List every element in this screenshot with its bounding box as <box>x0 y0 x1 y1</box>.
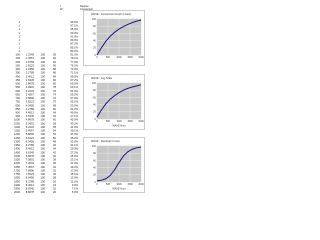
table-cell: 100 <box>40 75 45 79</box>
table-cell: 100 <box>40 86 45 90</box>
x-tick-label: 1500 <box>127 56 133 59</box>
y-tick-label: 40 <box>93 166 96 170</box>
table-cell: 1 <box>18 35 20 39</box>
degree-header: Degree <box>80 5 89 8</box>
table-cell: 6.4012 <box>25 147 34 151</box>
table-cell: 100 <box>40 183 45 187</box>
table-cell: 6.0456 <box>25 140 34 144</box>
conversion-header: Conversion <box>80 8 94 11</box>
y-tick-label: 0 <box>94 180 96 184</box>
table-cell: 100 <box>40 140 45 144</box>
table-cell: 23.1% <box>70 158 78 162</box>
table-cell: 100 <box>40 154 45 158</box>
table-cell: 4.0456 <box>25 104 34 108</box>
table-cell: 92 <box>53 60 56 64</box>
table-cell: 350 <box>15 71 20 75</box>
table-cell: 550 <box>15 86 20 90</box>
table-cell: 100 <box>40 78 45 82</box>
table-cell: 100 <box>40 53 45 57</box>
table-cell: 66 <box>53 107 56 111</box>
table-cell: 85.1% <box>70 46 78 50</box>
table-cell: 2.8678 <box>25 82 34 86</box>
table-cell: 61.0% <box>70 89 78 93</box>
x-tick-label: 2000 <box>138 183 144 186</box>
chart-title: WAXE : Residual Curves <box>91 140 120 143</box>
chart-title: WAXE : Conversion Graph (Linear) <box>91 13 132 16</box>
table-cell: 93.0% <box>70 31 78 35</box>
table-cell: 30 <box>53 173 56 177</box>
table-cell: 100 <box>40 169 45 173</box>
table-cell: 100 <box>40 162 45 166</box>
table-cell: 4.2789 <box>25 107 34 111</box>
table-cell: 1650 <box>14 165 20 169</box>
table-cell: 90 <box>53 64 56 68</box>
x-tick-label: 2000 <box>138 56 144 59</box>
table-cell: 250 <box>15 64 20 68</box>
table-cell: 68 <box>53 104 56 108</box>
table-cell: 75.2% <box>70 64 78 68</box>
table-cell: 100 <box>40 93 45 97</box>
table-cell: 100 <box>40 125 45 129</box>
y-tick-label: 40 <box>93 39 96 43</box>
table-cell: 100 <box>15 53 20 57</box>
table-cell: 100 <box>40 111 45 115</box>
table-cell: 100 <box>40 136 45 140</box>
table-cell: 1950 <box>14 187 20 191</box>
table-cell: 26 <box>53 180 56 184</box>
table-cell: 1700 <box>14 169 20 173</box>
table-cell: 8.2789 <box>25 180 34 184</box>
x-tick-label: 0 <box>96 183 98 186</box>
table-cell: 32 <box>53 169 56 173</box>
table-cell: 9.0% <box>71 183 78 187</box>
table-cell: 3.6890 <box>25 97 34 101</box>
table-cell: 24 <box>53 183 56 187</box>
x-tick-label: 500 <box>106 56 110 59</box>
table-cell: 100 <box>40 68 45 72</box>
table-cell: 56 <box>53 125 56 129</box>
table-cell: 77.0% <box>70 60 78 64</box>
table-cell: 6.8678 <box>25 154 34 158</box>
table-cell: 8.4012 <box>25 183 34 187</box>
table-cell: 400 <box>15 75 20 79</box>
table-cell: 52 <box>53 133 56 137</box>
table-cell: 73.0% <box>70 68 78 72</box>
residual-chart <box>83 137 145 193</box>
x-axis-label: WAXE Num <box>112 187 126 191</box>
table-cell: 33.0% <box>70 140 78 144</box>
table-cell: 72 <box>53 97 56 101</box>
table-cell: 100 <box>40 147 45 151</box>
table-cell: 47.1% <box>70 115 78 119</box>
table-cell: 5.2234 <box>25 125 34 129</box>
table-cell: 1 <box>18 42 20 46</box>
table-cell: 100 <box>40 107 45 111</box>
table-cell: 1000 <box>14 118 20 122</box>
table-cell: 1 <box>18 46 20 50</box>
table-cell: 7.8123 <box>25 173 34 177</box>
table-cell: 55.1% <box>70 100 78 104</box>
table-cell: 5.8123 <box>25 136 34 140</box>
table-cell: 37.0% <box>70 133 78 137</box>
table-cell: 34 <box>53 165 56 169</box>
table-cell: 54 <box>53 129 56 133</box>
table-cell: 1800 <box>14 176 20 180</box>
table-cell: 100 <box>40 97 45 101</box>
table-cell: 91.0% <box>70 35 78 39</box>
table-cell: 100 <box>40 158 45 162</box>
table-cell: 3.8123 <box>25 100 34 104</box>
table-cell: 5.6890 <box>25 133 34 137</box>
table-cell: 1050 <box>14 122 20 126</box>
table-cell: 1.2345 <box>25 53 34 57</box>
table-cell: 86 <box>53 71 56 75</box>
table-cell: 1600 <box>14 162 20 166</box>
table-cell: 6.6345 <box>25 151 34 155</box>
table-cell: 99.0% <box>70 21 78 24</box>
table-cell: 1 <box>18 24 20 28</box>
table-cell: 100 <box>40 180 45 184</box>
table-cell: 100 <box>40 60 45 64</box>
table-cell: 80 <box>53 82 56 86</box>
table-cell: 81.0% <box>70 53 78 57</box>
table-cell: 5.0901 <box>25 122 34 126</box>
table-cell: 950 <box>15 115 20 119</box>
table-cell: 59.2% <box>70 93 78 97</box>
table-cell: 76 <box>53 89 56 93</box>
table-cell: 84 <box>53 75 56 79</box>
table-cell: 40 <box>53 154 56 158</box>
table-cell: 39.1% <box>70 129 78 133</box>
table-cell: 22 <box>53 187 56 191</box>
table-cell: 36 <box>53 162 56 166</box>
table-cell: 650 <box>15 93 20 97</box>
chart-panel-2 <box>83 74 145 130</box>
table-cell: 3.4567 <box>25 93 34 97</box>
table-cell: 100 <box>40 151 45 155</box>
table-cell: 2.2789 <box>25 71 34 75</box>
x-tick-label: 1500 <box>127 120 133 123</box>
table-cell: 43.2% <box>70 122 78 126</box>
table-cell: 70 <box>53 100 56 104</box>
table-cell: 1250 <box>14 136 20 140</box>
table-cell: 4.4012 <box>25 111 34 115</box>
log-scale-chart <box>83 74 145 130</box>
table-cell: 100 <box>40 104 45 108</box>
table-cell: 7.4567 <box>25 165 34 169</box>
table-cell: 100 <box>40 118 45 122</box>
table-cell: 82 <box>53 78 56 82</box>
table-cell: 79.1% <box>70 57 78 61</box>
table-cell: 1900 <box>14 183 20 187</box>
table-cell: 750 <box>15 100 20 104</box>
x-tick-label: 2000 <box>138 120 144 123</box>
table-cell: 94 <box>53 57 56 61</box>
table-cell: 97.1% <box>70 24 78 28</box>
chart-panel-1 <box>83 10 145 66</box>
table-cell: 67.2% <box>70 78 78 82</box>
table-cell: 200 <box>15 60 20 64</box>
table-cell: 7.2234 <box>25 162 34 166</box>
table-cell: 1500 <box>14 154 20 158</box>
table-cell: 65.0% <box>70 82 78 86</box>
table-cell: 63.1% <box>70 86 78 90</box>
table-cell: 64 <box>53 111 56 115</box>
table-cell: 7.6890 <box>25 169 34 173</box>
table-cell: 300 <box>15 68 20 72</box>
table-cell: 20 <box>53 191 56 195</box>
table-cell: 49.0% <box>70 111 78 115</box>
conversion-chart <box>83 10 145 66</box>
table-cell: 58 <box>53 122 56 126</box>
y-tick-label: 100 <box>91 144 96 148</box>
y-tick-label: 60 <box>93 96 96 100</box>
table-cell: 100 <box>40 165 45 169</box>
table-cell: 19.2% <box>70 165 78 169</box>
table-cell: 31.1% <box>70 144 78 148</box>
y-tick-label: 20 <box>93 173 96 177</box>
table-cell: 2.4012 <box>25 75 34 79</box>
y-tick-label: 0 <box>94 53 96 57</box>
table-cell: 71.1% <box>70 71 78 75</box>
table-cell: 51.2% <box>70 107 78 111</box>
x-axis-label: WAXE Num <box>112 124 126 128</box>
table-cell: 50 <box>53 136 56 140</box>
table-cell: 38 <box>53 158 56 162</box>
x-tick-label: 1000 <box>116 120 122 123</box>
y-tick-label: 60 <box>93 159 96 163</box>
table-cell: 600 <box>15 89 20 93</box>
table-cell: 87.2% <box>70 42 78 46</box>
table-cell: 100 <box>40 129 45 133</box>
table-cell: 15.1% <box>70 173 78 177</box>
table-cell: 1 <box>18 39 20 43</box>
table-cell: 100 <box>40 122 45 126</box>
weight-header: I <box>60 5 61 8</box>
table-cell: 800 <box>15 104 20 108</box>
table-cell: 41.0% <box>70 125 78 129</box>
table-cell: 28 <box>53 176 56 180</box>
table-cell: 1.4567 <box>25 57 34 61</box>
table-cell: 1300 <box>14 140 20 144</box>
table-cell: 88 <box>53 68 56 72</box>
table-cell: 8.8678 <box>25 191 34 195</box>
table-cell: 100 <box>40 82 45 86</box>
table-cell: 48 <box>53 140 56 144</box>
table-cell: 45.0% <box>70 118 78 122</box>
table-cell: 1 <box>18 31 20 35</box>
table-cell: 35.2% <box>70 136 78 140</box>
table-cell: 13.0% <box>70 176 78 180</box>
table-cell: 69.0% <box>70 75 78 79</box>
x-tick-label: 1500 <box>127 183 133 186</box>
y-tick-label: 80 <box>93 25 96 29</box>
table-cell: 1 <box>18 49 20 53</box>
table-cell: 1 <box>18 21 20 24</box>
table-cell: 42 <box>53 151 56 155</box>
table-cell: 44 <box>53 147 56 151</box>
chart-title: WAXE : Log Scale <box>91 77 113 80</box>
table-cell: 17.0% <box>70 169 78 173</box>
table-cell: 4.6345 <box>25 115 34 119</box>
table-cell: 5.4567 <box>25 129 34 133</box>
table-cell: 27.2% <box>70 151 78 155</box>
table-cell: 100 <box>40 89 45 93</box>
table-cell: 95.0% <box>70 28 78 32</box>
y-tick-label: 80 <box>93 152 96 156</box>
table-cell: 3.2234 <box>25 89 34 93</box>
table-cell: 2000 <box>14 191 20 195</box>
table-cell: 1400 <box>14 147 20 151</box>
data-table <box>0 0 82 198</box>
table-cell: 1750 <box>14 173 20 177</box>
table-cell: 1850 <box>14 180 20 184</box>
table-cell: 2.6345 <box>25 78 34 82</box>
table-cell: 83.2% <box>70 49 78 53</box>
x-tick-label: 500 <box>106 183 110 186</box>
table-cell: 46 <box>53 144 56 148</box>
table-cell: 7.1% <box>71 187 78 191</box>
table-cell: 450 <box>15 78 20 82</box>
table-cell: 74 <box>53 93 56 97</box>
table-cell: 900 <box>15 111 20 115</box>
y-tick-label: 0 <box>94 117 96 121</box>
table-cell: 100 <box>40 191 45 195</box>
x-tick-label: 0 <box>96 120 98 123</box>
y-tick-label: 20 <box>93 110 96 114</box>
chart-panel-3 <box>83 137 145 193</box>
table-cell: 700 <box>15 97 20 101</box>
table-cell: 100 <box>40 115 45 119</box>
table-cell: 100 <box>40 64 45 68</box>
table-cell: 1550 <box>14 158 20 162</box>
table-cell: 62 <box>53 115 56 119</box>
table-cell: 60 <box>53 118 56 122</box>
y-tick-label: 100 <box>91 81 96 85</box>
table-cell: 100 <box>40 173 45 177</box>
table-cell: 57.0% <box>70 97 78 101</box>
y-tick-label: 40 <box>93 103 96 107</box>
table-cell: 1.8123 <box>25 64 34 68</box>
table-cell: 11.2% <box>70 180 78 184</box>
table-cell: 7.0901 <box>25 158 34 162</box>
table-cell: 6.2789 <box>25 144 34 148</box>
table-cell: 100 <box>40 57 45 61</box>
table-cell: 100 <box>40 100 45 104</box>
table-cell: 21.0% <box>70 162 78 166</box>
table-cell: 1450 <box>14 151 20 155</box>
x-tick-label: 0 <box>96 56 98 59</box>
x-tick-label: 1000 <box>116 56 122 59</box>
table-cell: 8.0456 <box>25 176 34 180</box>
table-cell: 95 <box>53 53 56 57</box>
table-cell: 1350 <box>14 144 20 148</box>
table-cell: 100 <box>40 133 45 137</box>
y-tick-label: 100 <box>91 17 96 21</box>
table-cell: 78 <box>53 86 56 90</box>
table-cell: 1200 <box>14 133 20 137</box>
table-cell: 8.6345 <box>25 187 34 191</box>
table-cell: 25.0% <box>70 154 78 158</box>
table-cell: 100 <box>40 71 45 75</box>
table-cell: 150 <box>15 57 20 61</box>
x-tick-label: 1000 <box>116 183 122 186</box>
table-cell: 2.0456 <box>25 68 34 72</box>
table-cell: 1100 <box>14 125 20 129</box>
y-tick-label: 20 <box>93 46 96 50</box>
table-cell: 3.0901 <box>25 86 34 90</box>
table-cell: 53.0% <box>70 104 78 108</box>
table-cell: 4.8678 <box>25 118 34 122</box>
weight-header-2: W <box>60 8 63 11</box>
table-cell: 100 <box>40 176 45 180</box>
x-tick-label: 500 <box>106 120 110 123</box>
table-cell: 100 <box>40 144 45 148</box>
table-cell: 850 <box>15 107 20 111</box>
table-cell: 500 <box>15 82 20 86</box>
table-cell: 1150 <box>14 129 20 133</box>
table-cell: 5.0% <box>71 191 78 195</box>
table-cell: 89.0% <box>70 39 78 43</box>
table-cell: 1.6789 <box>25 60 34 64</box>
table-cell: 1 <box>18 28 20 32</box>
y-tick-label: 60 <box>93 32 96 36</box>
y-tick-label: 80 <box>93 89 96 93</box>
table-cell: 100 <box>40 187 45 191</box>
table-cell: 29.0% <box>70 147 78 151</box>
